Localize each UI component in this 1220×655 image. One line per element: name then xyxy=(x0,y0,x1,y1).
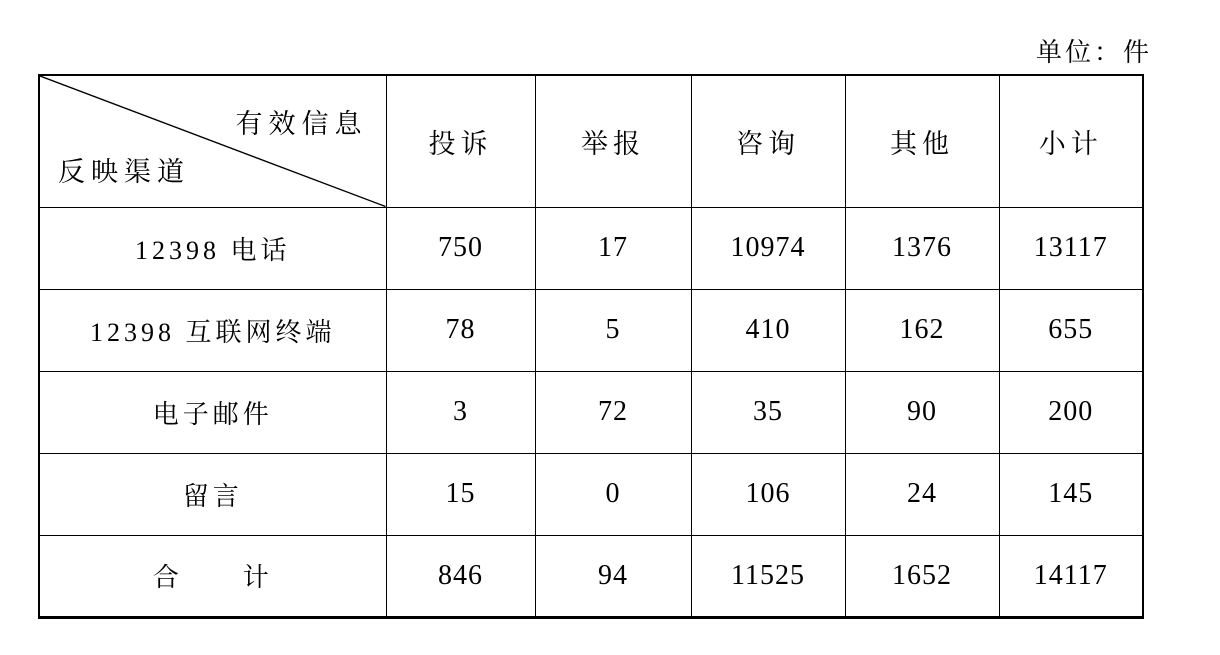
table-cell: 1376 xyxy=(845,207,999,289)
corner-label-columns: 有效信息 xyxy=(235,109,368,139)
table-cell: 5 xyxy=(535,289,691,371)
table-cell: 846 xyxy=(386,535,535,617)
table-cell: 655 xyxy=(999,289,1143,371)
table-cell: 0 xyxy=(535,453,691,535)
row-label: 12398 电话 xyxy=(39,207,386,289)
row-label: 留言 xyxy=(39,453,386,535)
corner-header-cell xyxy=(39,75,386,207)
table-header-row xyxy=(39,75,1143,207)
table-cell: 10974 xyxy=(691,207,845,289)
table-cell: 90 xyxy=(845,371,999,453)
table-cell: 162 xyxy=(845,289,999,371)
column-header-other: 其他 xyxy=(845,75,999,207)
table-cell: 78 xyxy=(386,289,535,371)
table-cell: 72 xyxy=(535,371,691,453)
table-cell: 24 xyxy=(845,453,999,535)
table-cell: 15 xyxy=(386,453,535,535)
table-row-internet-terminal xyxy=(39,289,1143,371)
table-cell: 1652 xyxy=(845,535,999,617)
table-cell: 106 xyxy=(691,453,845,535)
table-row-phone xyxy=(39,207,1143,289)
unit-label: 单位：件 xyxy=(1035,38,1152,67)
column-header-consultations: 咨询 xyxy=(691,75,845,207)
table-cell: 750 xyxy=(386,207,535,289)
table-cell: 145 xyxy=(999,453,1143,535)
table-cell: 200 xyxy=(999,371,1143,453)
table-row-message xyxy=(39,453,1143,535)
table-cell: 35 xyxy=(691,371,845,453)
table-cell: 17 xyxy=(535,207,691,289)
statistics-table xyxy=(38,74,1144,619)
column-header-complaints: 投诉 xyxy=(386,75,535,207)
row-label: 电子邮件 xyxy=(39,371,386,453)
row-label: 12398 互联网终端 xyxy=(39,289,386,371)
table-row-email xyxy=(39,371,1143,453)
row-label: 合 计 xyxy=(39,535,386,617)
table-cell: 14117 xyxy=(999,535,1143,617)
table-row-total xyxy=(39,535,1143,617)
table-cell: 11525 xyxy=(691,535,845,617)
table-cell: 13117 xyxy=(999,207,1143,289)
column-header-subtotal: 小计 xyxy=(999,75,1143,207)
table-cell: 410 xyxy=(691,289,845,371)
corner-label-rows: 反映渠道 xyxy=(58,156,190,187)
table-cell: 94 xyxy=(535,535,691,617)
table-cell: 3 xyxy=(386,371,535,453)
column-header-reports: 举报 xyxy=(535,75,691,207)
